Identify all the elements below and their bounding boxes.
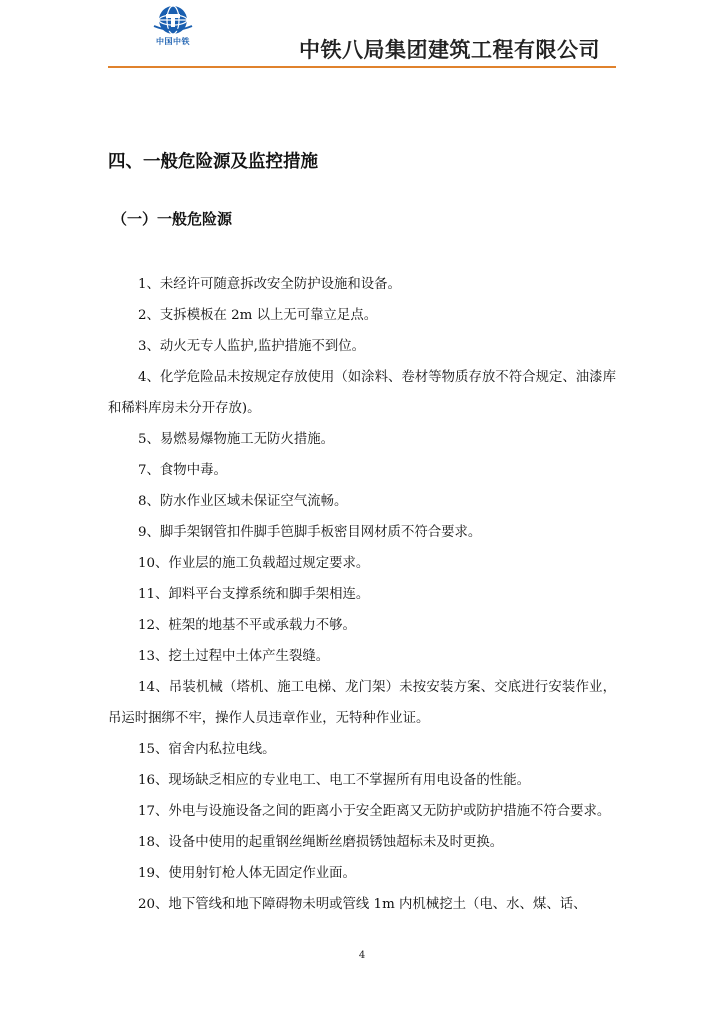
section-title: 四、一般危险源及监控措施 xyxy=(108,152,318,172)
list-item: 7、食物中毒。 xyxy=(138,463,227,478)
list-item: 1、未经许可随意拆改安全防护设施和设备。 xyxy=(138,277,401,292)
list-item: 4、化学危险品未按规定存放使用（如涂料、卷材等物质存放不符合规定、油漆库和稀料库房未分开存放)。 xyxy=(108,370,616,416)
list-item: 14、吊装机械（塔机、施工电梯、龙门架）未按安装方案、交底进行安装作业，吊运时捆绑不牢，操作人员违章作业，无特种作业证。 xyxy=(108,680,616,726)
list-item: 5、易燃易爆物施工无防火措施。 xyxy=(138,432,334,447)
header-divider xyxy=(108,66,616,68)
list-item: 8、防水作业区域未保证空气流畅。 xyxy=(138,494,348,509)
page-number: 4 xyxy=(358,950,366,961)
hazard-list xyxy=(108,269,616,920)
list-item: 11、卸料平台支撑系统和脚手架相连。 xyxy=(138,587,370,602)
list-item: 18、设备中使用的起重钢丝绳断丝磨损锈蚀超标未及时更换。 xyxy=(138,835,504,850)
list-item: 2、支拆模板在 2m 以上无可靠立足点。 xyxy=(138,308,378,323)
list-item: 15、宿舍内私拉电线。 xyxy=(138,742,276,757)
page-header xyxy=(0,0,724,72)
list-item: 17、外电与设施设备之间的距离小于安全距离又无防护或防护措施不符合要求。 xyxy=(138,804,611,819)
company-name: 中铁八局集团建筑工程有限公司 xyxy=(299,38,600,62)
list-item: 12、桩架的地基不平或承载力不够。 xyxy=(138,618,356,633)
subsection-title: （一）一般危险源 xyxy=(112,210,233,228)
list-item: 9、脚手架钢管扣件脚手笆脚手板密目网材质不符合要求。 xyxy=(138,525,482,540)
list-item: 16、现场缺乏相应的专业电工、电工不掌握所有用电设备的性能。 xyxy=(138,773,530,788)
list-item: 20、地下管线和地下障碍物未明或管线 1m 内机械挖土（电、水、煤、话、 xyxy=(138,897,587,912)
logo-text: 中国中铁 xyxy=(156,37,190,46)
list-item: 3、动火无专人监护,监护措施不到位。 xyxy=(138,339,366,354)
crcc-logo-icon xyxy=(146,4,200,56)
list-item: 13、挖土过程中土体产生裂缝。 xyxy=(138,649,330,664)
globe-logo-icon xyxy=(146,4,200,38)
list-item: 10、作业层的施工负载超过规定要求。 xyxy=(138,556,370,571)
list-item: 19、使用射钉枪人体无固定作业面。 xyxy=(138,866,356,881)
